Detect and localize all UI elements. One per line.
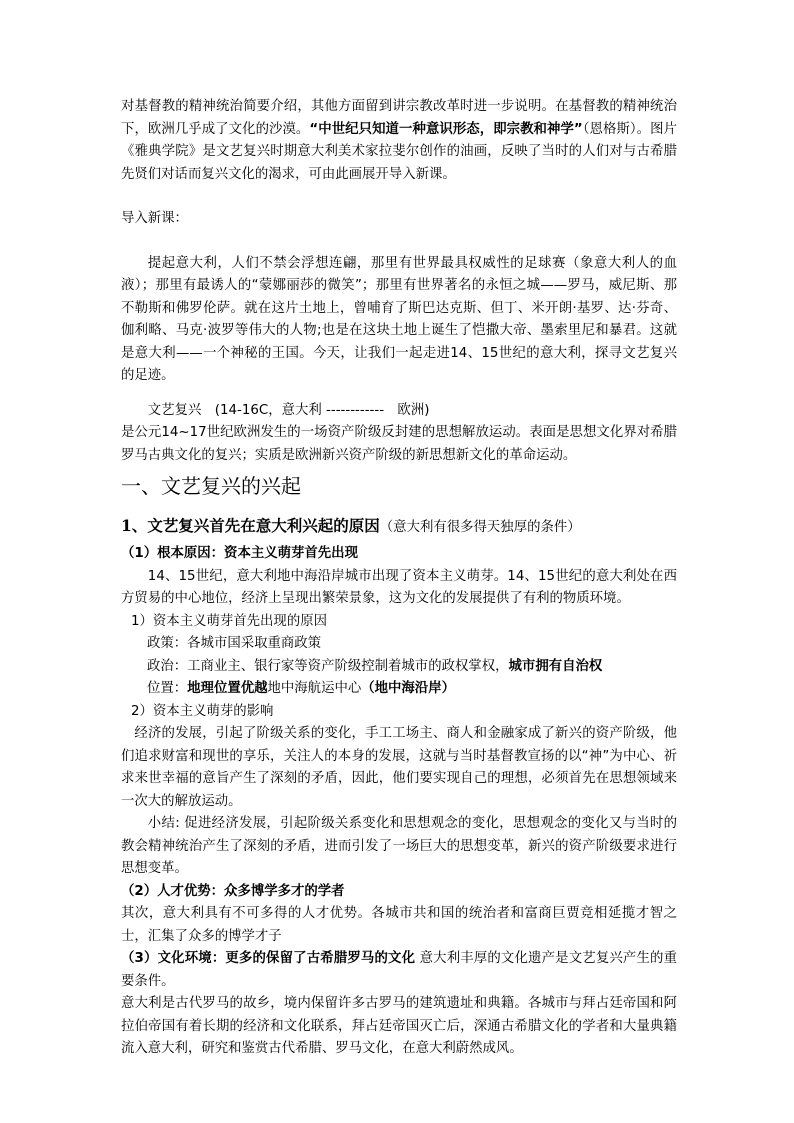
subsection-title-text: 1、文艺复兴首先在意大利兴起的原因 bbox=[121, 516, 380, 535]
cause1-title: （1）根本原因：资本主义萌芽首先出现 bbox=[121, 546, 358, 561]
subsection-note: （意大利有很多得天独厚的条件） bbox=[379, 520, 581, 535]
cause1-paragraph: 14、15世纪，意大利地中海沿岸城市出现了资本主义萌芽。14、15世纪的意大利处在西方贸易的中心地位，经济上呈现出繁荣景象，这为文化的发展提供了有利的物质环境。 bbox=[121, 568, 677, 606]
politics-emphasis: 城市拥有自治权 bbox=[508, 658, 603, 674]
spacer bbox=[121, 231, 677, 253]
location-line bbox=[121, 678, 677, 701]
cause2-paragraph: 其次，意大利具有不可多得的人才优势。各城市共和国的统治者和富商巨贾竞相延揽才智之士，汇集了众多的博学才子 bbox=[121, 906, 677, 944]
cause3-title-line bbox=[121, 948, 677, 993]
section-title: 一、文艺复兴的兴起 bbox=[121, 474, 301, 498]
location-text: 地中海航运中心 bbox=[267, 681, 362, 696]
cause3-title: （3）文化环境：更多的保留了古希腊罗马的文化 bbox=[121, 951, 416, 966]
renaissance-definition: 是公元14~17世纪欧洲发生的一场资产阶级反封建的思想解放运动。表面是思想文化界对希腊罗马古典文化的复兴；实质是欧洲新兴资产阶级的新思想新文化的革命运动。 bbox=[121, 425, 677, 463]
intro-text-b: （恩格斯）。图片《雅典学院》是文艺复兴时期意大利美术家拉斐尔创作的油画，反映了当时的人们对与古希腊先贤们对话而复兴文化的渴求，可由此画展开导入新课。 bbox=[121, 121, 677, 182]
intro-text-a: 对基督教的精神统治简要介绍，其他方面留到讲宗教改革时进一步说明。在基督教的精神统治下，欧洲几乎成了文化的沙漠。 bbox=[121, 99, 677, 137]
cause3-note: 意大利丰厚的文化遗产是文艺复兴产生的重要条件。 bbox=[121, 951, 677, 989]
engels-quote: “中世纪只知道一种意识形态，即宗教和神学” bbox=[309, 121, 583, 137]
lead-label: 导入新课： bbox=[121, 211, 188, 226]
spacer bbox=[121, 186, 677, 208]
location-label: 位置： bbox=[147, 681, 188, 696]
cause1-sub1: 1）资本主义萌芽首先出现的原因 bbox=[131, 613, 327, 629]
subsection-title bbox=[121, 513, 677, 541]
politics-text: 政治：工商业主、银行家等资产阶级控制着城市的政权掌权， bbox=[147, 658, 509, 674]
politics-line bbox=[121, 656, 677, 679]
location-emphasis-1: 地理位置优越 bbox=[187, 681, 268, 696]
renaissance-term-line: 文艺复兴 (14-16C，意大利 ------------ 欧洲) bbox=[147, 402, 430, 418]
location-emphasis-2: （地中海沿岸） bbox=[361, 681, 455, 696]
intro-paragraph bbox=[121, 96, 677, 186]
impact-paragraph: 经济的发展，引起了阶级关系的变化，手工工场主、商人和金融家成了新兴的资产阶级，他们追求财富和现世的享乐，关注人的本身的发展，这就与当时基督教宣扬的以“神”为中心、祈求来世幸福的意旨产生了深刻的矛盾，因此，他们要实现自己的理想，必须首先在思想领域来一次大的解放运动。 bbox=[121, 726, 677, 809]
summary-paragraph: 小结: 促进经济发展，引起阶级关系变化和思想观念的变化，思想观念的变化又与当时的教会精神统治产生了深刻的矛盾，进而引发了一场巨大的思想变革，新兴的资产阶级要求进行思想变革。 bbox=[121, 816, 677, 876]
cause1-sub2: 2）资本主义萌芽的影响 bbox=[131, 703, 274, 719]
cause2-title: （2）人才优势：众多博学多才的学者 bbox=[121, 883, 345, 899]
spacer bbox=[121, 388, 677, 400]
document-page bbox=[121, 96, 677, 1061]
policy-line: 政策：各城市国采取重商政策 bbox=[147, 636, 322, 651]
lead-paragraph: 提起意大利，人们不禁会浮想连翩，那里有世界最具权威性的足球赛（象意大利人的血液）；那里有最诱人的“蒙娜丽莎的微笑”；那里有世界著名的永恒之城——罗马，威尼斯、那不勒斯和佛罗伦萨。就在这片土地上，曾哺育了斯巴达克斯、但丁、米开朗·基罗、达·芬奇、伽利略、马克·波罗等伟大的人物;也是在这块土地上诞生了恺撒大帝、墨索里尼和暴君。这就是意大利——一个神秘的王国。今天，让我们一起走进14、15世纪的意大利，探寻文艺复兴的足迹。 bbox=[121, 255, 677, 383]
cause3-paragraph: 意大利是古代罗马的故乡，境内保留许多古罗马的建筑遗址和典籍。各城市与拜占廷帝国和阿拉伯帝国有着长期的经济和文化联系，拜占廷帝国灭亡后，深通古希腊文化的学者和大量典籍流入意大利，研究和鉴赏古代希腊、罗马文化，在意大利蔚然成风。 bbox=[121, 996, 677, 1056]
